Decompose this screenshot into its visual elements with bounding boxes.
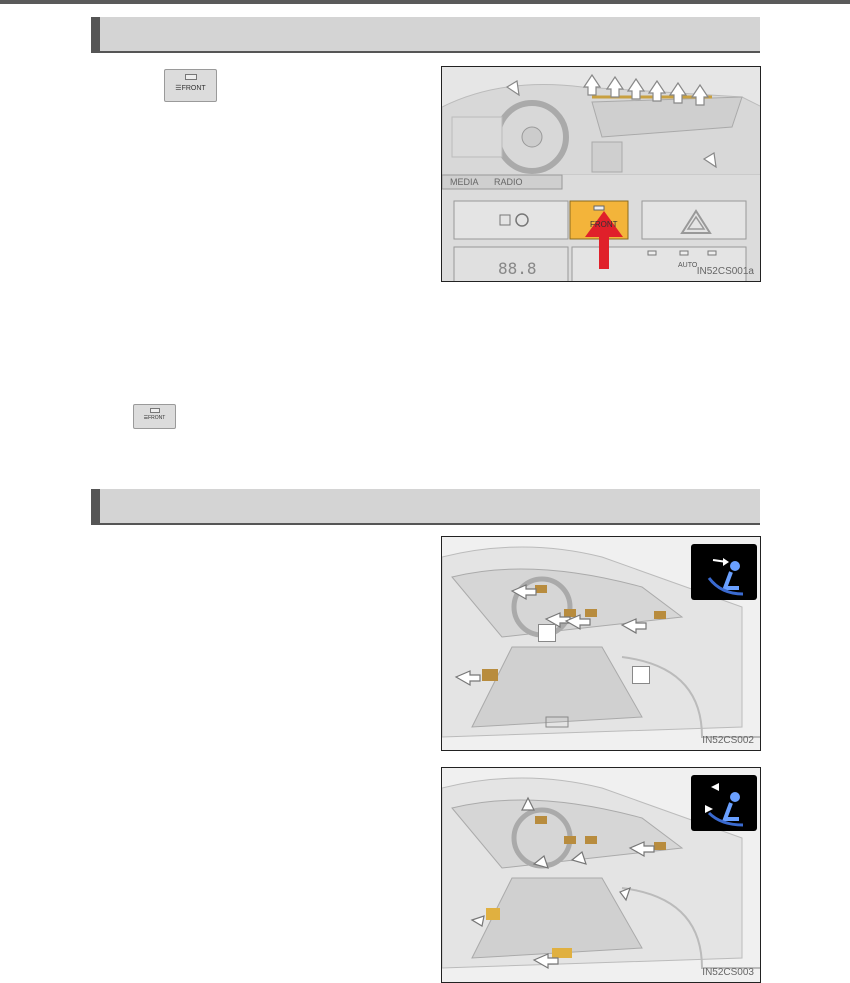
callout-box-2 (632, 666, 650, 684)
air-to-upper-body-and-feet-icon (691, 775, 757, 831)
front-defroster-button[interactable] (164, 69, 217, 102)
front-defroster-button-small[interactable] (133, 404, 176, 429)
panel-tab-radio: RADIO (494, 177, 523, 187)
figure-code: IN52CS003 (702, 967, 754, 978)
callout-box-1 (538, 624, 556, 642)
front-label: FRONT (181, 85, 206, 92)
top-rule (0, 0, 850, 4)
figure-code: IN52CS002 (702, 735, 754, 746)
dashboard-illustration (442, 67, 761, 282)
figure-air-outlets-upper (441, 536, 761, 751)
front-label: FRONT (148, 415, 166, 421)
panel-tab-media: MEDIA (450, 177, 479, 187)
section-tab (91, 489, 100, 523)
panel-front-label: FRONT (590, 220, 618, 229)
figure-code: IN52CS001a (696, 266, 754, 277)
section-header-2 (91, 489, 760, 525)
figure-front-defroster (441, 66, 761, 282)
section-header-1 (91, 17, 760, 53)
indicator-light (185, 74, 197, 80)
air-to-upper-body-icon (691, 544, 757, 600)
defroster-icon: ☰ (143, 415, 149, 421)
temperature-display: 88.8 (498, 259, 537, 278)
section-tab (91, 17, 100, 51)
defroster-icon: ☰ (175, 85, 182, 92)
indicator-light (150, 408, 160, 413)
figure-air-outlets-upper-and-feet (441, 767, 761, 983)
panel-auto-label: AUTO (678, 262, 698, 269)
